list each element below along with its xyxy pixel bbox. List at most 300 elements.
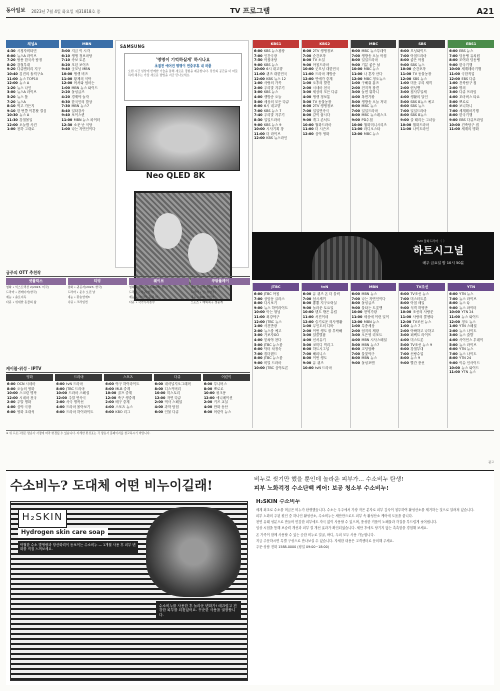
cable-genre-name: 드라마	[55, 374, 102, 381]
program-title: 뉴스 출발	[459, 333, 474, 338]
program-time: 6:00	[449, 104, 458, 109]
program-title: 건축탐구 집	[459, 81, 477, 86]
program-title: 꼬마버스 타요	[459, 94, 480, 99]
program-title: 가보자GO	[263, 333, 280, 338]
program-title: 강철볼일	[19, 117, 33, 122]
program-time: 6:00	[56, 409, 65, 414]
program-title: 시사기획 창	[266, 127, 284, 132]
program-title: 조선의 사랑꾼	[412, 310, 434, 315]
program-title: 돌싱포맨	[361, 360, 375, 365]
program-row	[399, 127, 445, 132]
promo-pretitle: tvN 월화드라마 〈 〉	[417, 239, 446, 243]
ott-item: 영화 • 엘리멘탈(2023)	[190, 285, 221, 289]
cable-genre	[203, 374, 250, 428]
program-row	[203, 410, 250, 415]
program-title: EBS 다큐	[461, 76, 476, 81]
program-title: 일일연속극	[312, 108, 330, 113]
program-title: TV조선 뉴스	[412, 319, 432, 324]
program-time: 9:00	[449, 117, 458, 122]
program-time: 10:00	[400, 67, 412, 72]
program-time: 10:00	[449, 310, 460, 315]
program-title: 신서유기	[312, 337, 326, 342]
program-title: MBN 뉴스	[361, 356, 377, 361]
program-time: 4:00	[7, 404, 16, 409]
program-time: 10:00	[302, 67, 314, 72]
program-time: 6:00	[302, 104, 312, 109]
drama-promo	[252, 232, 494, 280]
program-time: 7:00	[302, 296, 312, 301]
banner-body: 오랜 시간 일상에 함께한 기술을 통해 새로운 경험을 제공합니다. 당신의 공간을 더 따뜻하게 채우는 가장 새로운 방법을 지금 만나보세요.	[128, 69, 238, 77]
program-title: 뿅뿅 지구오락실	[312, 301, 337, 306]
program-time: 12:00	[302, 131, 314, 136]
ott-item: 영화 • 범죄도시3(2023, 한국)	[129, 285, 169, 289]
program-title: 뉴스 하이라이트	[263, 305, 288, 310]
program-title: MBN 뉴스7	[361, 342, 380, 347]
program-time: 8:00	[351, 113, 361, 118]
program-time: 11:00	[254, 314, 265, 319]
program-time: 5:00	[400, 99, 409, 104]
program-time: 11:00	[351, 314, 363, 319]
program-title: 놀면 뭐하니	[361, 90, 379, 95]
channel-column	[398, 283, 445, 428]
program-time: 7:50	[254, 58, 263, 63]
ott-service-name: 웨이브	[129, 278, 189, 285]
program-time: 12:00	[351, 131, 363, 136]
program-title: 생생 정보통	[312, 94, 331, 99]
program-title: 슬기로운 의사생활	[315, 319, 343, 324]
program-title: EBS 뉴스	[459, 49, 474, 53]
program-title: 시청자비타민	[16, 49, 37, 53]
program-time: 8:20	[7, 62, 16, 67]
program-title: 뉴스 Q	[459, 301, 470, 306]
program-time: 5:00	[302, 342, 312, 347]
program-title: 서진이네	[315, 314, 329, 319]
cable-genre-name: 영화	[6, 374, 53, 381]
program-title: 배구 중계	[115, 400, 130, 405]
program-time: 8:40	[61, 108, 70, 113]
program-title: 나이트라인	[412, 127, 430, 132]
program-time: 8:00	[400, 113, 409, 118]
program-time: 7:00	[400, 296, 409, 301]
program-title: 어서와 엄마는	[73, 81, 95, 86]
channel-header: MBN	[61, 40, 114, 48]
program-title: 유 퀴즈	[312, 360, 324, 365]
program-title: 2TV 생생정보	[312, 49, 334, 53]
section-title: TV 프로그램	[230, 7, 270, 16]
program-time: 11:00	[449, 71, 460, 76]
program-time: 3:00	[449, 90, 458, 95]
tv-advertisement	[115, 40, 249, 268]
program-title: 심야 영화	[315, 131, 330, 136]
program-time: 6:00	[400, 292, 409, 296]
program-time: 4:00	[351, 337, 361, 342]
program-title: 뉴스 A	[19, 81, 30, 86]
program-time: 3:00	[254, 90, 263, 95]
program-time: 10:00	[400, 122, 412, 127]
program-time: 2:00	[449, 85, 458, 90]
program-title: 다큐멘터리 지구	[16, 67, 41, 72]
program-title: 월화미니시리즈	[363, 122, 387, 127]
program-time: 7:00	[254, 108, 263, 113]
program-time: 10:00	[449, 67, 460, 72]
program-time: 8:00	[302, 113, 312, 118]
program-title: 닥터 차정숙	[263, 347, 282, 352]
program-time: 2:00	[254, 85, 263, 90]
program-time: 2:00	[400, 85, 409, 90]
program-time: 1:00	[302, 81, 312, 86]
program-time: 2:00	[302, 85, 312, 90]
promo-figure-image	[312, 236, 382, 280]
program-time: 7:00	[302, 108, 312, 113]
program-time: 1:00	[449, 324, 458, 329]
channel-column	[447, 40, 494, 232]
ad-dark-caption: 탁월한 수소 발생량과 항산화력이 돋보이는 수소비누 — 1개월 사용 후 피부 변화를 직접 느껴보세요.	[18, 541, 138, 554]
program-time: 8:00	[254, 301, 263, 306]
program-time: 1:00	[61, 127, 70, 132]
ott-service	[6, 278, 66, 362]
program-time: 8:00	[154, 386, 164, 391]
program-time: 7:40	[254, 113, 263, 118]
program-time: 10:00	[7, 391, 18, 396]
program-time: 6:00	[105, 382, 114, 386]
program-time: 4:00	[400, 337, 409, 342]
program-title: 일일드라마	[361, 108, 378, 113]
program-title: 2TV 생생정보	[312, 104, 334, 109]
program-title: JTBC 드라마	[66, 386, 85, 391]
program-title: 돌싱글즈	[71, 90, 85, 95]
program-time: 4:00	[254, 337, 263, 342]
channel-header: JTBC	[253, 283, 299, 291]
program-title: 생방송 오늘 저녁	[361, 99, 387, 104]
program-title: 먹고 가든지	[16, 104, 35, 109]
program-title: 자연 다큐	[166, 395, 182, 400]
program-time: 8:00	[351, 301, 361, 306]
program-title: 오후의 발견	[312, 81, 331, 86]
program-time: 7:00	[351, 351, 361, 356]
program-time: 10:00	[351, 310, 363, 315]
program-title: 어린이 뉴스	[213, 409, 232, 414]
program-title: 뉴스A 라이브	[16, 53, 37, 58]
program-time: 1:00	[400, 324, 409, 329]
program-title: 라디오스타	[363, 127, 381, 132]
program-title: JTBC 아침	[263, 292, 280, 296]
ad-contact: 주문·상담 전화 1588-0000 (평일 09:00~18:00)	[256, 545, 330, 550]
program-title: 아침드라마	[410, 53, 427, 58]
ad-tagline-2: 피부 노화걱정 수소단백 케어! 보공 청소부 수소비누!	[254, 486, 389, 492]
program-time: 11:00	[61, 76, 73, 81]
program-title: 비밀 드라마	[263, 360, 282, 365]
program-title: 아침마당	[263, 58, 278, 63]
program-time: 12:00	[351, 76, 363, 81]
ott-service	[129, 278, 189, 362]
program-time: 3:00	[400, 333, 409, 338]
program-time: 9:00	[254, 122, 263, 127]
program-time: 7:00	[400, 53, 409, 58]
program-time: 9:00	[254, 305, 263, 310]
program-time: 2:00	[203, 400, 213, 405]
program-time: 8:00	[400, 356, 409, 361]
program-time: 7:00	[449, 296, 458, 301]
program-time: 6:30	[61, 99, 70, 104]
program-time: 12:00	[400, 319, 412, 324]
program-title: 쌍용 한국사 탐정	[16, 58, 43, 63]
ott-item: 영화 • 귀공자(2023, 한국)	[67, 285, 103, 289]
face-image	[188, 233, 218, 273]
ott-service	[191, 278, 251, 362]
program-time: 11:00	[400, 314, 412, 319]
program-time: 12:00	[449, 319, 460, 324]
program-time: 9:00	[302, 62, 312, 67]
program-title: 삼시세끼	[312, 296, 326, 301]
program-title: 속보 토론	[71, 58, 86, 63]
program-time: 8:00	[400, 301, 409, 306]
program-time: 9:00	[351, 117, 361, 122]
channel-header: KBS1	[253, 40, 299, 48]
program-time: 6:00	[254, 49, 263, 53]
program-time: 8:00	[449, 356, 458, 361]
program-time: 5:00	[61, 49, 70, 53]
program-title: 뽀로로	[459, 99, 469, 104]
program-title: TV조선 뉴스	[410, 292, 429, 296]
ott-item: 예능 • SNL 코리아	[190, 295, 215, 300]
program-time: 8:00	[203, 386, 213, 391]
program-title: tvN 드라마	[66, 382, 83, 386]
program-title: 최강야구	[266, 314, 280, 319]
program-title: 불꽃야구	[361, 351, 375, 356]
program-title: 뉴스 나이트	[459, 351, 477, 356]
program-title: 빨간 풍선	[410, 360, 425, 365]
program-time: 9:00	[400, 62, 409, 67]
program-title: 한 번쯤 이혼할 결심	[16, 108, 47, 113]
program-title: 뉴스 A	[19, 113, 30, 118]
ad-face-image	[146, 507, 241, 597]
program-time: 6:00	[7, 382, 16, 386]
program-time: 6:00	[449, 292, 458, 296]
program-row	[302, 366, 348, 371]
program-time: 2:00	[254, 328, 263, 333]
program-time: 9:00	[449, 305, 458, 310]
program-time: 8:00	[449, 58, 458, 63]
cable-genre-name: 어린이	[203, 374, 250, 381]
program-time: 5:00	[400, 342, 409, 347]
program-time: 8:00	[302, 301, 312, 306]
program-title: 강철부대	[410, 347, 424, 352]
program-time: 12:00	[105, 395, 117, 400]
program-title: 드라마 하이라이트	[66, 409, 94, 414]
program-time: 7:00	[449, 53, 458, 58]
program-time: 7:00	[254, 296, 263, 301]
program-title: 한국인의 밥상	[71, 99, 93, 104]
program-title: KBS 뉴스광장	[263, 49, 285, 53]
program-time: 6:00	[154, 409, 164, 414]
program-time: 11:00	[254, 131, 265, 136]
program-time: 11:00	[61, 117, 73, 122]
program-time: 4:00	[203, 404, 213, 409]
channel-header: KBS2	[302, 40, 348, 48]
program-time: 12:00	[254, 76, 265, 81]
ott-service	[68, 278, 128, 362]
program-time: 1:00	[61, 85, 70, 90]
ad-copy-title: H₂SKIN 수소비누	[256, 499, 301, 505]
channel-column	[398, 40, 445, 232]
program-time: 10:00	[56, 391, 67, 396]
program-time: 4:00	[254, 94, 263, 99]
ott-item: 영화 • 익스트랙션 2(2023, 미국)	[6, 285, 49, 289]
program-title: 과학 탐험	[164, 404, 179, 409]
program-title: 불타는 트롯맨	[361, 305, 383, 310]
program-title: 보이스퀸	[71, 113, 85, 118]
program-time: 10:00	[254, 127, 265, 132]
program-title: 인물 다큐	[164, 409, 179, 414]
program-title: JTBC 뉴스룸	[263, 356, 283, 361]
program-time: 4:00	[56, 404, 65, 409]
ad-brand: SAMSUNG	[120, 44, 145, 49]
program-title: 오늘의 영화	[16, 386, 35, 391]
program-time: 6:00	[449, 49, 458, 53]
program-title: 시네마 천국	[19, 395, 37, 400]
program-title: 명의	[459, 85, 466, 90]
program-time: 8:00	[7, 386, 16, 391]
program-time: 12:00	[302, 76, 314, 81]
program-title: 현역가왕	[363, 310, 377, 315]
program-time: 1:00	[254, 81, 263, 86]
program-time: 4:00	[449, 94, 458, 99]
program-time: 10:00	[302, 310, 314, 315]
program-time: 12:00	[254, 319, 265, 324]
program-title: 생생 정보마당	[71, 53, 93, 58]
ad-paragraphs	[256, 508, 486, 544]
program-title: MBN 뉴스	[361, 292, 377, 296]
program-title: 나 혼자 산다	[363, 71, 383, 76]
program-title: MBN 시사스페셜	[361, 337, 387, 342]
program-title: 이슈 인사이드	[459, 360, 480, 365]
program-time: 8:00	[302, 356, 312, 361]
program-title: 하트시그널	[312, 347, 330, 352]
promo-schedule: 매주 금요일 밤 10시 50분	[422, 261, 464, 265]
program-title: 경제야 놀자	[71, 94, 89, 99]
program-title: 나는 자연인이다	[361, 296, 386, 301]
program-time: 3:00	[400, 90, 409, 95]
ott-item: 스포츠 • 해외축구 생중계	[190, 300, 223, 305]
program-title: 코미디 빅리그	[312, 342, 334, 347]
program-title: 정오 뉴스	[461, 319, 476, 324]
program-time: 5:00	[302, 99, 312, 104]
program-title: 천하 그대로	[16, 127, 35, 132]
program-time: 2:00	[449, 328, 458, 333]
program-time: 3:00	[7, 90, 16, 95]
program-time: 9:00	[254, 360, 263, 365]
program-title: 핑크퐁	[216, 391, 226, 396]
program-time: 5:00	[351, 342, 361, 347]
program-title: OCN 시네마	[16, 382, 36, 386]
program-title: 만화 동산	[213, 404, 228, 409]
ott-item: 다큐 • 위대한 동물의 삶	[6, 300, 37, 305]
program-title: 영화 초대석	[16, 409, 35, 414]
program-title: 놀라운 토요일	[312, 305, 334, 310]
page-number: A21	[476, 6, 494, 16]
program-title: TV 소설	[312, 58, 325, 63]
program-time: 3:00	[302, 90, 312, 95]
channel-header: YTN	[448, 283, 494, 291]
program-title: EBS 다큐프라임	[459, 117, 484, 122]
cable-genre	[6, 374, 53, 428]
program-time: 6:00	[254, 347, 263, 352]
program-time: 9:00	[254, 62, 263, 67]
program-title: KBS 뉴스 7	[263, 108, 282, 113]
program-title: 골프 중계	[117, 391, 132, 396]
program-title: 지금 이 시각	[71, 49, 90, 53]
program-time: 11:30	[7, 117, 18, 122]
promo-title: 하트시그널	[413, 246, 464, 257]
program-time: 10:00	[203, 391, 215, 396]
program-time: 10:00	[351, 122, 363, 127]
program-time: 7:00	[449, 351, 458, 356]
program-title: MBC 뉴스투데이	[361, 49, 387, 53]
ad-paragraph: 온 가족이 함께 사용할 수 있는 순한 비누로 얼굴, 바디, 두피 모두 사용 가능합니다.	[256, 532, 375, 537]
program-title: 뉴스 파이터	[459, 305, 477, 310]
channel-header: EBS1	[448, 40, 494, 48]
ad-tagline-1: 비누로 씻기만 했을 뿐인데 놀라운 피부가... 수소비누 탄생!	[254, 477, 404, 483]
program-title: 드라마 몰아보기	[66, 404, 91, 409]
tv-image	[126, 106, 240, 171]
program-title: SBS 8뉴스	[410, 113, 427, 118]
program-time: 2:00	[400, 328, 409, 333]
ott-item: 예능 • 환승연애3	[67, 295, 90, 300]
program-time: 6:00	[56, 382, 65, 386]
program-title: 오늘밤 사건	[19, 122, 37, 127]
program-time: 1:00	[351, 324, 361, 329]
channel-column	[350, 40, 397, 232]
program-time: 8:00	[302, 58, 312, 63]
program-title: SBS 8뉴스 예고	[410, 99, 435, 104]
program-title: 킹더랜드	[263, 351, 278, 356]
program-title: 돌싱글즈	[361, 301, 375, 306]
page-header	[6, 6, 494, 18]
program-title: 뉴스A	[16, 99, 26, 104]
program-time: 4:00	[154, 404, 164, 409]
ott-item: 예능 • 솔로지옥	[6, 295, 27, 300]
program-time: 7:00	[254, 351, 263, 356]
ott-item: 드라마 • 퀸메이커(한국)	[6, 290, 37, 295]
program-title: 딩동댕 유치원	[459, 53, 480, 58]
program-time: 8:00	[254, 356, 263, 361]
program-title: 아빠하고 나하고	[410, 328, 435, 333]
program-time: 1:00	[400, 81, 409, 86]
program-title: YTN 뉴스	[459, 292, 474, 296]
program-title: tvN 드라마	[315, 365, 332, 370]
program-time: 9:00	[302, 305, 312, 310]
program-title: 월화드라마	[412, 122, 430, 127]
ad-logo: H₂SKIN	[18, 509, 67, 528]
ad-label: 광고	[488, 460, 494, 464]
program-title: 우리말 겨루기	[263, 113, 285, 118]
program-title: MBN 뉴스7	[71, 104, 90, 109]
program-time: 5:00	[254, 342, 263, 347]
newspaper-name: 동아일보	[6, 8, 26, 15]
cable-genre-name: 다큐	[154, 374, 201, 381]
program-time: 6:00	[400, 49, 409, 53]
program-time: 6:00	[203, 409, 213, 414]
channel-column	[61, 40, 114, 268]
program-title: KBO 리그	[115, 409, 131, 414]
program-time: 11:00	[449, 314, 460, 319]
program-time: 2:20	[61, 90, 70, 95]
program-time: 6:00	[7, 53, 16, 58]
program-title: 주말 연속극	[68, 395, 86, 400]
channel-column	[447, 283, 494, 428]
program-title: 뉴스 나이트	[459, 328, 477, 333]
program-title: 뉴스 와이드	[461, 365, 479, 370]
